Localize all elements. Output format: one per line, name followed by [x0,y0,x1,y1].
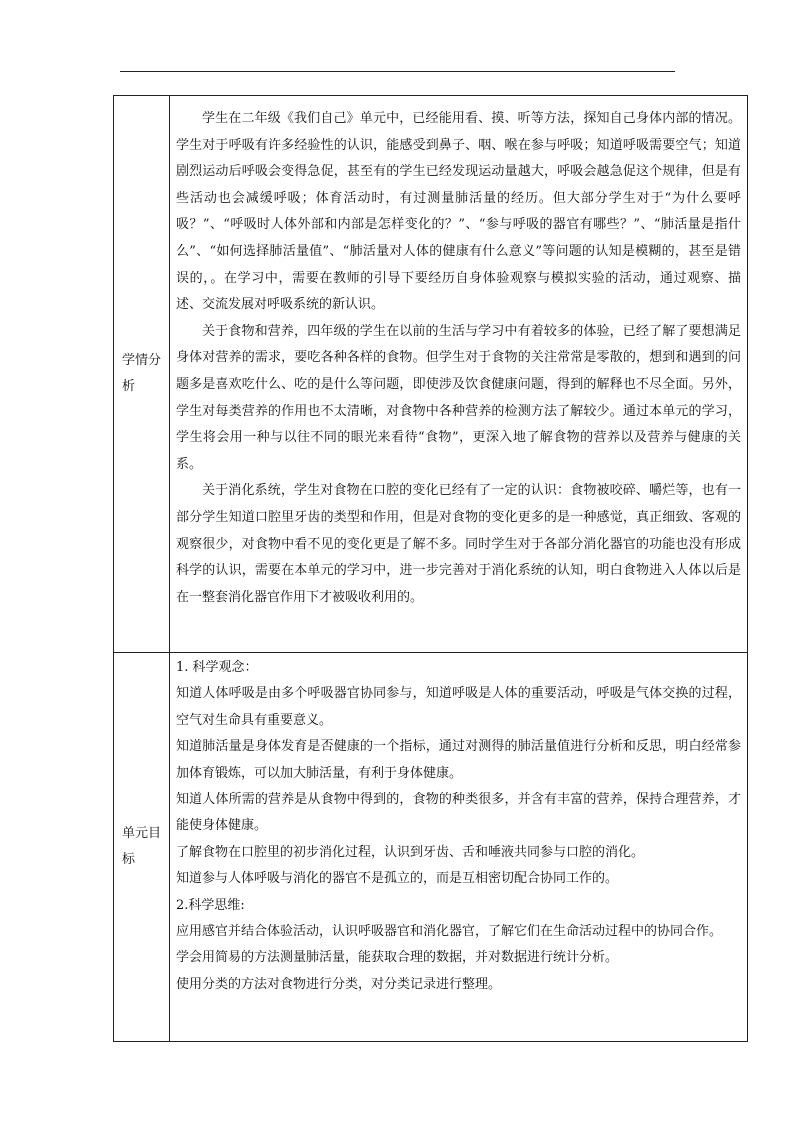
goals-item: 知道参与人体呼吸与消化的器官不是孤立的，而是互相密切配合协同工作的。 [176,871,619,887]
lesson-plan-table [113,95,748,1042]
goals-item: 使用分类的方法对食物进行分类，对分类记录进行整理。 [176,976,502,992]
goals-item: 应用感官并结合体验活动，认识呼吸器官和消化器官，了解它们在生命活动过程中的协同合作。 [176,924,723,940]
goals-label: 单元目标 [114,653,170,1042]
goals-heading: 1. 科学观念： [176,660,258,675]
goals-item: 知道肺活量是身体发育是否健康的一个指标，通过对测得的肺活量值进行分析和反思，明白经常参加体育锻炼，可以加大肺活量，有利于身体健康。 [176,739,741,781]
analysis-paragraph: 关于消化系统，学生对食物在口腔的变化已经有了一定的认识：食物被咬碎、嚼烂等，也有一部分学生知道口腔里牙齿的类型和作用，但是对食物的变化更多的是一种感觉，真正细致、客观的观察很少，对食物中看不见的变化更是了解不多。同时学生对于各部分消化器官的功能也没有形成科学的认识，需要在本单元的学习中，进一步完善对于消化系统的认知，明白食物进入人体以后是在一整套消化器官作用下才被吸收利用的。 [176,483,741,605]
analysis-label: 学情分析 [114,96,170,653]
analysis-paragraph: 学生在二年级《我们自己》单元中，已经能用看、摸、听等方法，探知自己身体内部的情况。学生对于呼吸有许多经验性的认识，能感受到鼻子、咽、喉在参与呼吸；知道呼吸需要空气；知道剧烈运动后呼吸会变得急促，甚至有的学生已经发现运动量越大，呼吸会越急促这个规律，但是有些活动也会减缓呼吸；体育活动时，有过测量肺活量的经历。但大部分学生对于“为什么要呼吸？”、“呼吸时人体外部和内部是怎样变化的？”、“参与呼吸的器官有哪些？”、“肺活量是指什么”、“如何选择肺活量值”、“肺活量对人体的健康有什么意义”等问题的认知是模糊的，甚至是错误的，。在学习中，需要在教师的引导下要经历自身体验观察与模拟实验的活动，通过观察、描述、交流发展对呼吸系统的新认识。 [176,111,741,313]
analysis-content [170,96,748,653]
goals-content [170,653,748,1042]
analysis-paragraph: 关于食物和营养，四年级的学生在以前的生活与学习中有着较多的体验，已经了解了要想满足身体对营养的需求，要吃各种各样的食物。但学生对于食物的关注常常是零散的，想到和遇到的问题多是喜欢吃什么、吃的是什么等问题，即使涉及饮食健康问题，得到的解释也不尽全面。另外，学生对每类营养的作用也不太清晰，对食物中各种营养的检测方法了解较少。通过本单元的学习，学生将会用一种与以往不同的眼光来看待“食物”，更深入地了解食物的营养以及营养与健康的关系。 [176,323,741,472]
goals-item: 知道人体呼吸是由多个呼吸器官协同参与，知道呼吸是人体的重要活动，呼吸是气体交换的过程，空气对生命具有重要意义。 [176,686,741,728]
goals-item: 了解食物在口腔里的初步消化过程，认识到牙齿、舌和唾液共同参与口腔的消化。 [176,844,645,860]
goals-heading: 2.科学思维: [176,897,245,913]
goals-item: 学会用简易的方法测量肺活量，能获取合理的数据，并对数据进行统计分析。 [176,950,619,966]
header-rule [120,71,675,72]
table-row [114,96,748,653]
goals-item: 知道人体所需的营养是从食物中得到的，食物的种类很多，并含有丰富的营养，保持合理营养，才能使身体健康。 [176,792,741,834]
table-row [114,653,748,1042]
